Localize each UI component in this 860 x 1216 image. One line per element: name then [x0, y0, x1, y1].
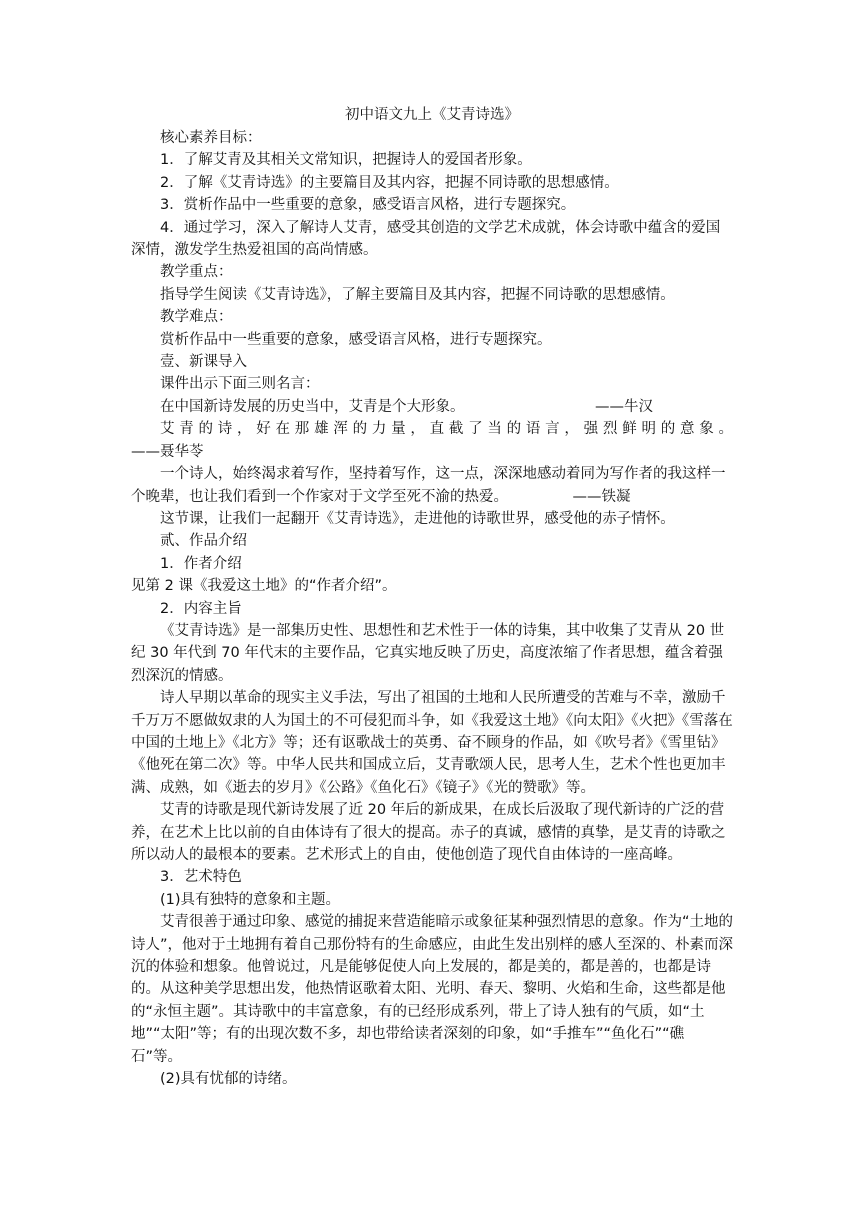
intro-closing: 这节课，让我们一起翻开《艾青诗选》，走进他的诗歌世界，感受他的赤子情怀。: [160, 510, 675, 527]
goal-item-3: 3．赏析作品中一些重要的意象，感受语言风格，进行专题探究。: [160, 197, 576, 214]
document-title: 初中语文九上《艾青诗选》: [345, 107, 519, 123]
difficulty-text: 赏析作品中一些重要的意象，感受语言风格，进行专题探究。: [160, 331, 552, 348]
section-heading-difficulty: 教学难点：: [160, 309, 233, 326]
quote-1-author: ——牛汉: [595, 398, 653, 415]
feature-1-heading: (1)具有独特的意象和主题。: [160, 891, 341, 908]
quote-2-author: ——聂华苓: [131, 443, 204, 460]
quote-1-text: 在中国新诗发展的历史当中，艾青是个大形象。: [160, 398, 465, 415]
quote-3-text: 一个诗人，始终渴求着写作，坚持着写作，这一点，深深地感动着同为写作者的我这样一个晚辈，也让我们看到一个作家对于文学至死不渝的热爱。: [131, 466, 726, 505]
quote-1: [131, 396, 733, 418]
content-paragraph-3: 艾青的诗歌是现代新诗发展了近 20 年后的新成果，在成长后汲取了现代新诗的广泛的营养，在艺术上比以前的自由体诗有了很大的提高。赤子的真诚，感情的真挚，是艾青的诗歌之所以动人的最根本的要素。艺术形式上的自由，使他创造了现代自由体诗的一座高峰。: [131, 802, 726, 863]
subheading-author: 1．作者介绍: [160, 555, 242, 572]
section-heading-focus: 教学重点：: [160, 264, 233, 281]
author-reference: 见第 2 课《我爱这土地》的“作者介绍”。: [131, 578, 397, 595]
feature-1-text: 艾青很善于通过印象、感觉的捕捉来营造能暗示或象征某种强烈情思的意象。作为“土地的诗人”，他对于土地拥有着自己那份特有的生命感应，由此生发出别样的感人至深的、朴素而深沉的体验和想象。他曾说过，凡是能够促使人向上发展的，都是美的，都是善的，也都是诗的。从这种美学思想出发，他热情讴歌着太阳、光明、春天、黎明、火焰和生命，这些都是他的“永恒主题”。其诗歌中的丰富意象，有的已经形成系列，带上了诗人独有的气质，如“土地”“太阳”等；有的出现次数不多，却也带给读者深刻的印象，如“手推车”“鱼化石”“礁石”等。: [131, 914, 734, 1065]
section-heading-intro: 壹、新课导入: [160, 354, 247, 371]
quotes-intro: 课件出示下面三则名言：: [160, 376, 320, 393]
feature-2-heading: (2)具有忧郁的诗绪。: [160, 1071, 297, 1088]
quote-2-text: 艾青的诗，好在那雄浑的力量，直截了当的语言，强烈鲜明的意象。: [160, 421, 733, 438]
quote-3: [131, 463, 733, 508]
focus-text: 指导学生阅读《艾青诗选》，了解主要篇目及其内容，把握不同诗歌的思想感情。: [160, 286, 675, 303]
goal-item-4: 4．通过学习，深入了解诗人艾青，感受其创造的文学艺术成就，体会诗歌中蕴含的爱国深情，激发学生热爱祖国的高尚情感。: [131, 219, 721, 259]
subheading-content: 2．内容主旨: [160, 600, 242, 617]
goal-item-1: 1．了解艾青及其相关文常知识，把握诗人的爱国者形象。: [160, 152, 532, 169]
section-heading-work: 贰、作品介绍: [160, 533, 247, 550]
section-heading-goals: 核心素养目标：: [160, 130, 262, 146]
goal-item-2: 2．了解《艾青诗选》的主要篇目及其内容，把握不同诗歌的思想感情。: [160, 174, 619, 191]
quote-3-author: ——铁凝: [572, 488, 631, 505]
document-page: [131, 104, 733, 1090]
content-paragraph-1: 《艾青诗选》是一部集历史性、思想性和艺术性于一体的诗集，其中收集了艾青从 20 世纪 30 年代到 70 年代末的主要作品，它真实地反映了历史，高度浓缩了作者思想，蕴含着强烈深沉的情感。: [131, 622, 725, 684]
content-paragraph-2: 诗人早期以革命的现实主义手法，写出了祖国的土地和人民所遭受的苦难与不幸，激励千千万万不愿做奴隶的人为国土的不可侵犯而斗争，如《我爱这土地》《向太阳》《火把》《雪落在中国的土地上》《北方》等；还有讴歌战士的英勇、奋不顾身的作品，如《吹号者》《雪里钻》《他死在第二次》等。中华人民共和国成立后，艾青歌颂人民，思考人生，艺术个性也更加丰满、成熟，如《逝去的岁月》《公路》《鱼化石》《镜子》《光的赞歌》等。: [131, 690, 733, 796]
subheading-features: 3．艺术特色: [160, 869, 242, 886]
